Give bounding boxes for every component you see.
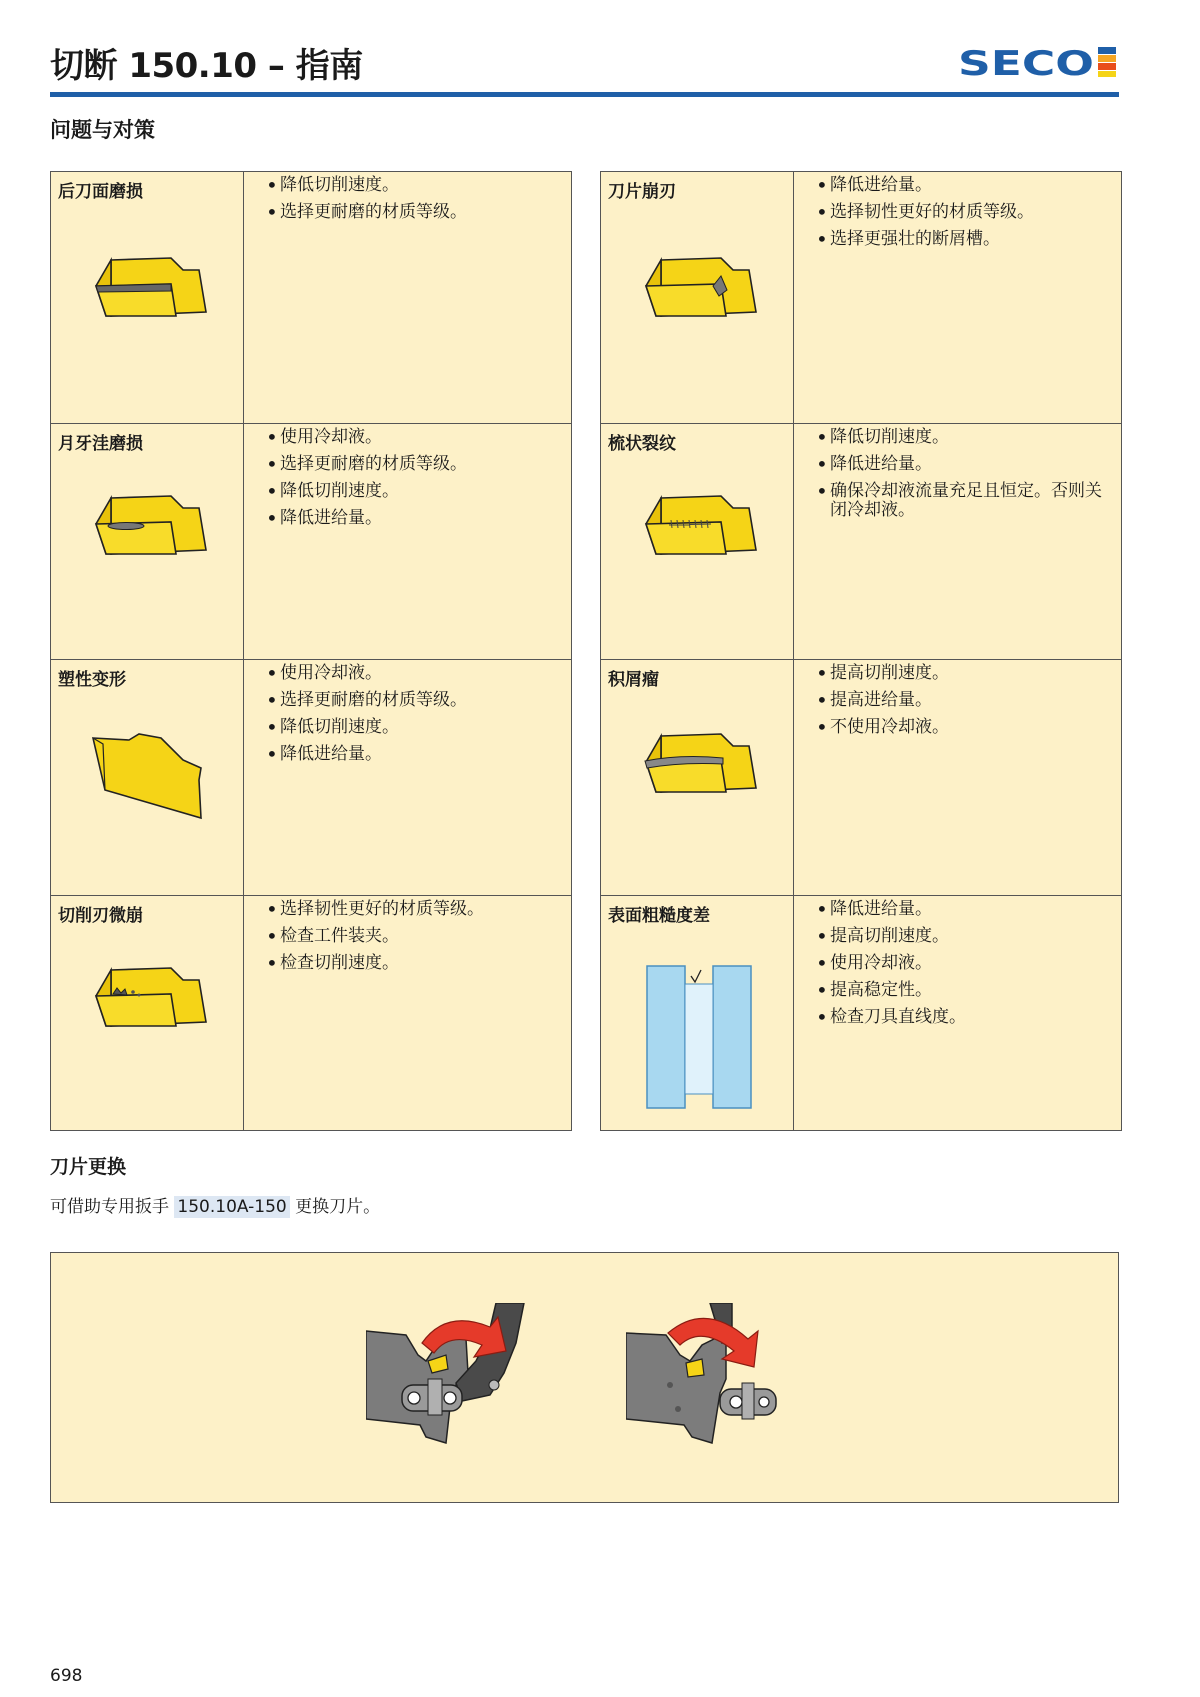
- edge-chipping-insert-icon: [51, 960, 244, 1040]
- header-rule: [50, 92, 1119, 97]
- wrench-open-icon: [366, 1303, 546, 1448]
- remedy-cell: [794, 424, 1121, 659]
- insert-change-illustrations: [50, 1252, 1119, 1503]
- remedy-cell: [244, 424, 571, 659]
- problems-table-right: [600, 171, 1122, 1131]
- remedy-item: • 提高切削速度。: [816, 664, 1115, 683]
- remedy-item: • 选择更耐磨的材质等级。: [266, 691, 565, 710]
- remedy-item: • 降低进给量。: [816, 455, 1115, 474]
- remedy-cell: [244, 896, 571, 1130]
- remedy-list: [816, 664, 1115, 737]
- remedy-item: • 降低切削速度。: [266, 176, 565, 195]
- wrench-close-icon: [626, 1303, 806, 1448]
- problem-name: 月牙洼磨损: [58, 434, 143, 454]
- problem-cell: [51, 172, 244, 423]
- remedy-item: • 使用冷却液。: [266, 428, 565, 447]
- remedy-item: • 选择韧性更好的材质等级。: [266, 900, 565, 919]
- comb-cracks-insert-icon: [601, 488, 794, 568]
- insert-change-text: [50, 1192, 380, 1217]
- crater-wear-insert-icon: [51, 488, 244, 568]
- remedy-cell: [794, 660, 1121, 895]
- remedy-item: • 确保冷却液流量充足且恒定。否则关闭冷却液。: [816, 482, 1115, 520]
- table-row: [601, 423, 1121, 659]
- remedy-cell: [244, 172, 571, 423]
- insert-change-text-after: 更换刀片。: [295, 1197, 381, 1217]
- table-row: [51, 172, 571, 423]
- table-row: [601, 895, 1121, 1130]
- page-number: 698: [50, 1666, 83, 1686]
- remedy-list: [266, 428, 565, 528]
- remedy-item: • 选择更强壮的断屑槽。: [816, 230, 1115, 249]
- remedy-item: • 不使用冷却液。: [816, 718, 1115, 737]
- table-row: [51, 895, 571, 1130]
- built-up-edge-insert-icon: [601, 726, 794, 806]
- remedy-item: • 降低切削速度。: [816, 428, 1115, 447]
- poor-surface-finish-icon: [601, 962, 794, 1112]
- remedy-cell: [794, 896, 1121, 1130]
- remedy-item: • 降低进给量。: [816, 176, 1115, 195]
- problem-name: 后刀面磨损: [58, 182, 143, 202]
- problem-name: 表面粗糙度差: [608, 906, 710, 926]
- problem-cell: [601, 660, 794, 895]
- problem-name: 梳状裂纹: [608, 434, 676, 454]
- problem-cell: [51, 896, 244, 1130]
- insert-change-text-before: 可借助专用扳手: [50, 1197, 169, 1217]
- remedy-item: • 使用冷却液。: [266, 664, 565, 683]
- problem-cell: [601, 424, 794, 659]
- remedy-item: • 选择更耐磨的材质等级。: [266, 455, 565, 474]
- table-row: [51, 659, 571, 895]
- remedy-item: • 选择韧性更好的材质等级。: [816, 203, 1115, 222]
- remedy-item: • 检查工件装夹。: [266, 927, 565, 946]
- remedy-item: • 降低进给量。: [266, 509, 565, 528]
- remedy-cell: [794, 172, 1121, 423]
- remedy-list: [266, 664, 565, 764]
- remedy-item: • 检查切削速度。: [266, 954, 565, 973]
- remedy-item: • 降低切削速度。: [266, 718, 565, 737]
- plastic-deformation-insert-icon: [51, 730, 244, 830]
- wrench-code: 150.10A-150: [174, 1196, 289, 1218]
- remedy-item: • 使用冷却液。: [816, 954, 1115, 973]
- remedy-item: • 降低进给量。: [816, 900, 1115, 919]
- svg-text:SECO: SECO: [958, 44, 1094, 80]
- remedy-item: • 提高切削速度。: [816, 927, 1115, 946]
- insert-change-title: 刀片更换: [50, 1156, 127, 1178]
- table-row: [601, 172, 1121, 423]
- seco-logo: [958, 44, 1118, 80]
- problem-cell: [51, 424, 244, 659]
- table-row: [601, 659, 1121, 895]
- remedy-list: [266, 176, 565, 222]
- problems-table-left: [50, 171, 572, 1131]
- insert-breakage-icon: [601, 250, 794, 330]
- remedy-list: [266, 900, 565, 973]
- remedy-list: [816, 900, 1115, 1027]
- problem-name: 塑性变形: [58, 670, 126, 690]
- problem-name: 切削刃微崩: [58, 906, 143, 926]
- remedy-item: • 降低进给量。: [266, 745, 565, 764]
- remedy-list: [816, 428, 1115, 520]
- section-title: 问题与对策: [50, 117, 155, 142]
- problem-cell: [601, 896, 794, 1130]
- remedy-list: [816, 176, 1115, 249]
- remedy-item: • 选择更耐磨的材质等级。: [266, 203, 565, 222]
- remedy-item: • 提高稳定性。: [816, 981, 1115, 1000]
- remedy-item: • 检查刀具直线度。: [816, 1008, 1115, 1027]
- remedy-item: • 降低切削速度。: [266, 482, 565, 501]
- remedy-item: • 提高进给量。: [816, 691, 1115, 710]
- table-row: [51, 423, 571, 659]
- page-title: 切断 150.10 – 指南: [50, 46, 363, 86]
- remedy-cell: [244, 660, 571, 895]
- problem-cell: [601, 172, 794, 423]
- flank-wear-insert-icon: [51, 250, 244, 330]
- problem-name: 刀片崩刃: [608, 182, 676, 202]
- problem-cell: [51, 660, 244, 895]
- problem-name: 积屑瘤: [608, 670, 659, 690]
